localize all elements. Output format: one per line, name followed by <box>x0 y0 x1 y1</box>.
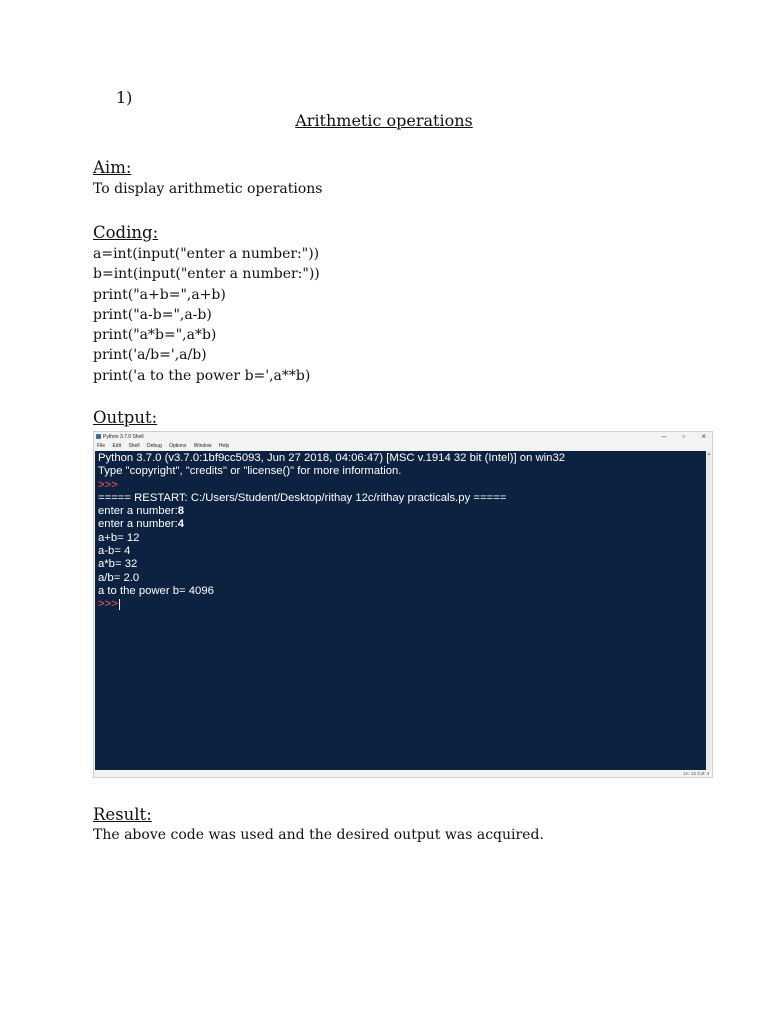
console-line <box>98 505 707 518</box>
console-line: Python 3.7.0 (v3.7.0:1bf9cc5093, Jun 27 2018, 04:06:47) [MSC v.1914 32 bit (Intel)] on win32 <box>98 452 566 464</box>
output-heading: Output: <box>93 408 158 427</box>
close-icon[interactable]: × <box>701 432 706 441</box>
code-line: print("a-b=",a-b) <box>93 306 212 323</box>
code-line: print('a to the power b=',a**b) <box>93 367 311 384</box>
console-scrollbar[interactable] <box>706 451 711 770</box>
scroll-up-icon[interactable]: ▲ <box>707 451 711 456</box>
result-heading: Result: <box>93 805 152 824</box>
menu-shell[interactable]: Shell <box>128 443 140 449</box>
console-line: a/b= 2.0 <box>98 571 140 584</box>
console-line: a-b= 4 <box>98 545 131 558</box>
shell-console[interactable] <box>95 451 707 770</box>
shell-menubar <box>97 443 235 449</box>
page-title: Arithmetic operations <box>295 111 473 130</box>
code-line: print('a/b=',a/b) <box>93 347 207 364</box>
console-line: a to the power b= 4096 <box>98 584 214 597</box>
console-line <box>98 518 707 531</box>
coding-heading: Coding: <box>93 223 159 242</box>
input-value: 8 <box>177 505 185 518</box>
menu-edit[interactable]: Edit <box>112 443 122 449</box>
menu-help[interactable]: Help <box>218 443 230 449</box>
console-line <box>98 598 707 611</box>
code-line: b=int(input("enter a number:")) <box>93 266 320 283</box>
input-value: 4 <box>177 518 185 531</box>
shell-window-title: Python 3.7.0 Shell <box>103 434 144 440</box>
console-prompt: >>> <box>98 598 118 611</box>
console-line: Type "copyright", "credits" or "license()" for more information. <box>98 465 402 478</box>
menu-options[interactable]: Options <box>169 443 187 449</box>
python-shell-screenshot <box>93 431 713 778</box>
shell-titlebar <box>94 432 712 443</box>
text-cursor <box>119 599 120 610</box>
code-block <box>93 244 320 386</box>
minimize-icon[interactable]: – <box>661 432 667 441</box>
code-line: print("a+b=",a+b) <box>93 286 226 303</box>
aim-text: To display arithmetic operations <box>93 181 323 197</box>
window-controls <box>648 432 706 441</box>
input-label: enter a number: <box>98 505 178 518</box>
result-text: The above code was used and the desired output was acquired. <box>93 827 544 843</box>
menu-debug[interactable]: Debug <box>146 443 162 449</box>
shell-statusbar: Ln: 12 Col: 4 <box>683 771 709 776</box>
console-line: ===== RESTART: C:/Users/Student/Desktop/rithay 12c/rithay practicals.py ===== <box>98 491 507 504</box>
aim-heading: Aim: <box>93 158 132 177</box>
maximize-icon[interactable]: ▫ <box>682 432 686 441</box>
console-line: a*b= 32 <box>98 558 138 571</box>
console-prompt: >>> <box>98 478 118 491</box>
console-line: a+b= 12 <box>98 531 140 544</box>
input-label: enter a number: <box>98 518 178 531</box>
python-icon <box>96 434 101 439</box>
menu-window[interactable]: Window <box>193 443 212 449</box>
question-number: 1) <box>116 88 133 107</box>
code-line: a=int(input("enter a number:")) <box>93 246 320 262</box>
menu-file[interactable]: File <box>97 443 106 449</box>
code-line: print("a*b=",a*b) <box>93 327 217 344</box>
